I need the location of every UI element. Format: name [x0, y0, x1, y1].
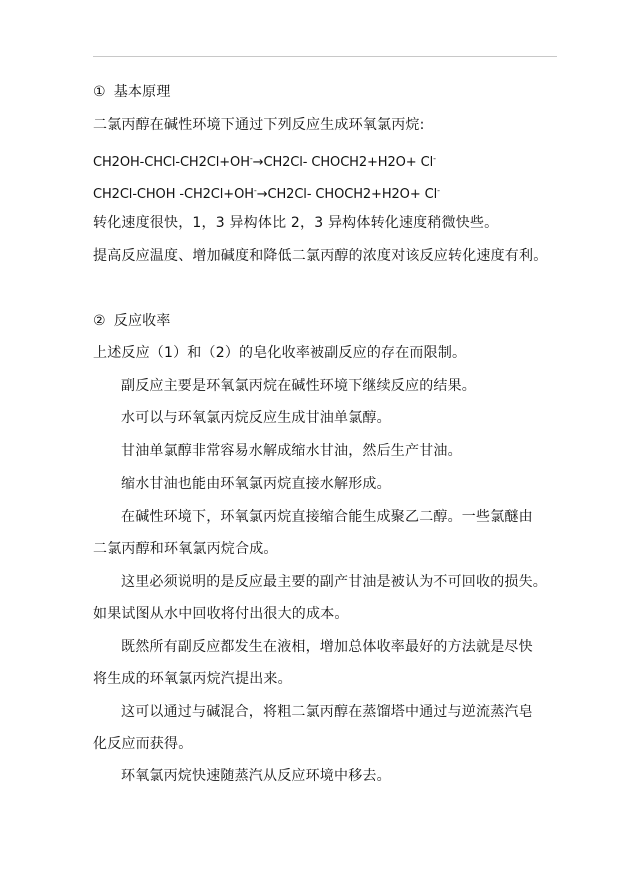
reaction1-charge-1: - — [249, 154, 253, 163]
section2-heading — [93, 312, 171, 330]
section2-line: 甘油单氯醇非常容易水解成缩水甘油，然后生产甘油。 — [121, 443, 462, 459]
section1-intro: 二氯丙醇在碱性环境下通过下列反应生成环氧氯丙烷: — [93, 117, 425, 133]
section2-line: 上述反应（1）和（2）的皂化收率被副反应的存在而限制。 — [93, 345, 467, 361]
section2-line: 水可以与环氧氯丙烷反应生成甘油单氯醇。 — [121, 410, 391, 426]
reaction-equation-1 — [93, 150, 436, 172]
section2-title: 反应收率 — [113, 313, 171, 329]
reaction1-reactants: CH2OH-CHCl-CH2Cl+OH — [93, 155, 250, 170]
reaction2-reactants: CH2Cl-CHOH -CH2Cl+OH — [93, 187, 254, 202]
reaction2-arrow: → — [256, 187, 268, 202]
reaction2-products: CH2Cl- CHOCH2+H2O+ Cl — [267, 187, 438, 202]
reaction-equation-2 — [93, 182, 440, 204]
section2-line: 在碱性环境下，环氧氯丙烷直接缩合能生成聚乙二醇。一些氯醚由 — [121, 509, 533, 525]
section1-paragraph-2: 提高反应温度、增加碱度和降低二氯丙醇的浓度对该反应转化速度有利。 — [93, 248, 548, 264]
section2-line: 化反应而获得。 — [93, 736, 193, 752]
section1-number: ① — [93, 84, 106, 100]
reaction2-charge-1: - — [253, 186, 257, 195]
section1-title: 基本原理 — [113, 84, 171, 100]
reaction1-products: CH2Cl- CHOCH2+H2O+ Cl — [263, 155, 434, 170]
section2-number: ② — [93, 313, 106, 329]
section2-line: 环氧氯丙烷快速随蒸汽从反应环境中移去。 — [121, 768, 391, 784]
header-rule — [93, 56, 557, 57]
section2-line: 二氯丙醇和环氧氯丙烷合成。 — [93, 541, 278, 557]
section2-line: 将生成的环氧氯丙烷汽提出来。 — [93, 671, 292, 687]
reaction2-charge-2: - — [437, 186, 440, 195]
section2-line: 如果试图从水中回收将付出很大的成本。 — [93, 606, 349, 622]
section2-line: 既然所有副反应都发生在液相，增加总体收率最好的方法就是尽快 — [121, 639, 533, 655]
section2-line: 这可以通过与碱混合，将粗二氯丙醇在蒸馏塔中通过与逆流蒸汽皂 — [121, 704, 533, 720]
section1-paragraph-1: 转化速度很快，1，3 异构体比 2，3 异构体转化速度稍微快些。 — [93, 215, 499, 231]
reaction1-arrow: → — [252, 155, 264, 170]
reaction1-charge-2: - — [433, 154, 436, 163]
section2-line: 副反应主要是环氧氯丙烷在碱性环境下继续反应的结果。 — [121, 378, 476, 394]
section2-line: 缩水甘油也能由环氧氯丙烷直接水解形成。 — [121, 476, 391, 492]
section2-line: 这里必须说明的是反应最主要的副产甘油是被认为不可回收的损失。 — [121, 574, 547, 590]
section1-heading — [93, 83, 171, 101]
